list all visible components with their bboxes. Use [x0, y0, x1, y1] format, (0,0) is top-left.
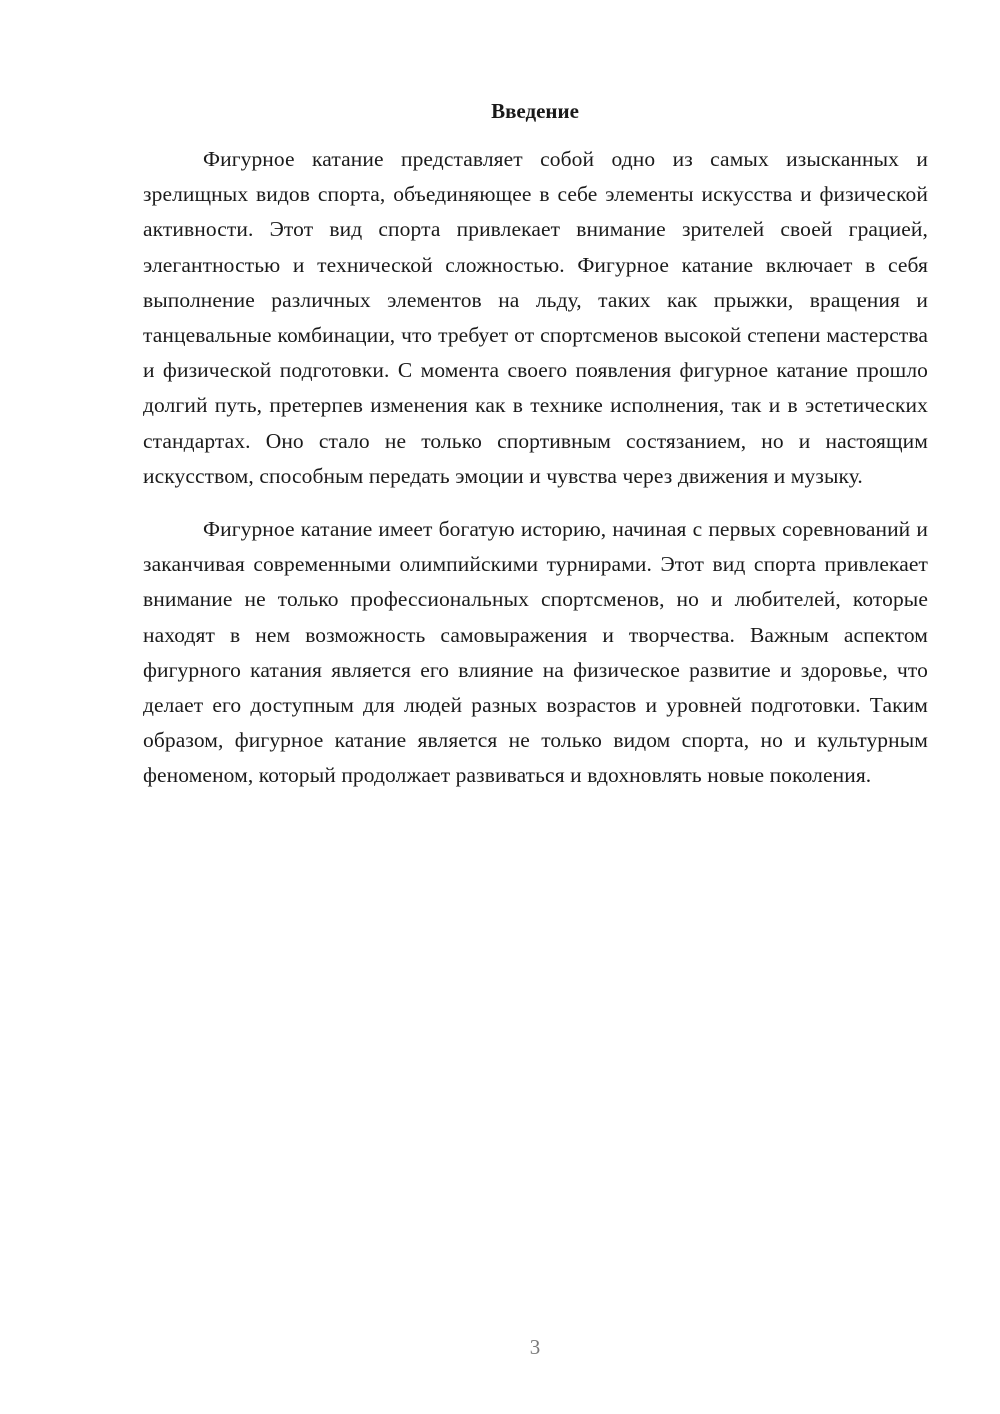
- paragraph-1: Фигурное катание представляет собой одно из самых изысканных и зрелищных видов спорта, объединяющее в себе элементы искусства и физической активности. Этот вид спорта привлекает внимание зрителей своей грацией, элегантностью и технической сложностью. Фигурное катание включает в себя выполнение различных элементов на льду, таких как прыжки, вращения и танцевальные комбинации, что требует от спортсменов высокой степени мастерства и физической подготовки. С момента своего появления фигурное катание прошло долгий путь, претерпев изменения как в технике исполнения, так и в эстетических стандартах. Оно стало не только спортивным состязанием, но и настоящим искусством, способным передать эмоции и чувства через движения и музыку.: [143, 147, 928, 488]
- body-text: [143, 142, 928, 812]
- section-heading: Введение: [491, 99, 579, 123]
- page-number: 3: [529, 1335, 541, 1359]
- paragraph-2: Фигурное катание имеет богатую историю, начиная с первых соревнований и заканчивая современными олимпийскими турнирами. Этот вид спорта привлекает внимание не только профессиональных спортсменов, но и любителей, которые находят в нем возможность самовыражения и творчества. Важным аспектом фигурного катания является его влияние на физическое развитие и здоровье, что делает его доступным для людей разных возрастов и уровней подготовки. Таким образом, фигурное катание является не только видом спорта, но и культурным феноменом, который продолжает развиваться и вдохновлять новые поколения.: [143, 517, 928, 788]
